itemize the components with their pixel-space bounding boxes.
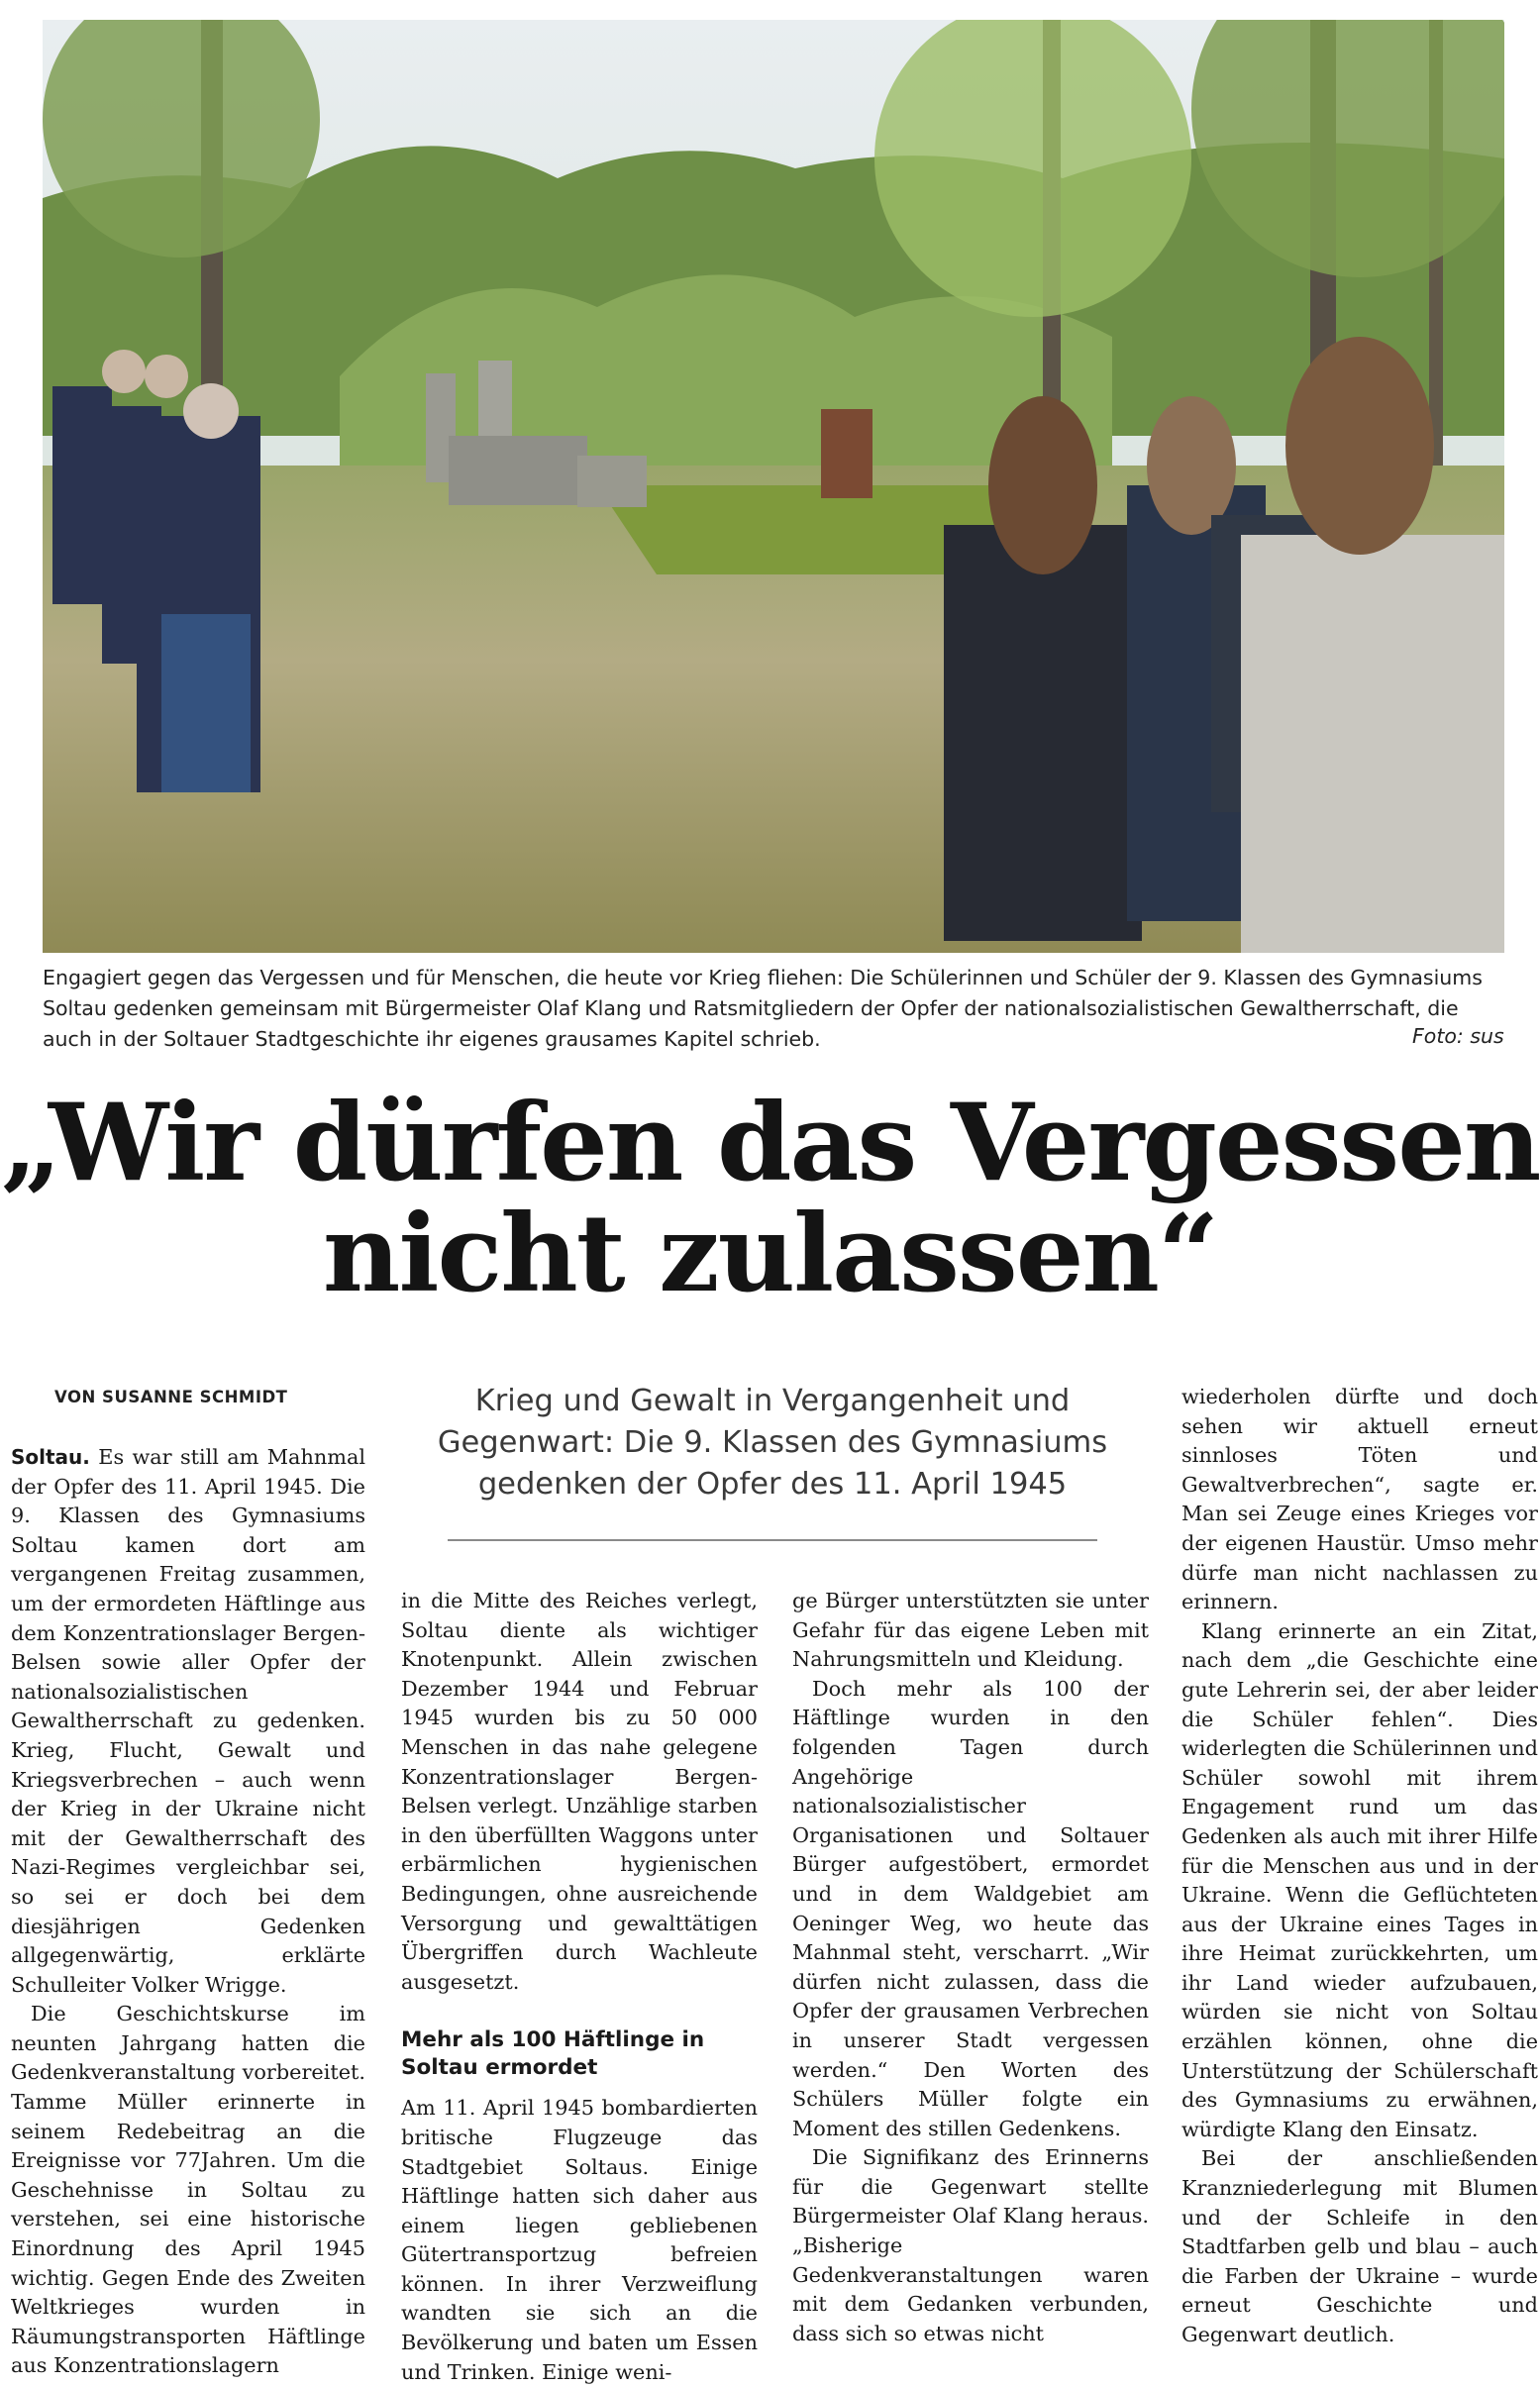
deck-divider — [448, 1539, 1097, 1541]
paragraph — [11, 1443, 365, 2000]
byline: VON SUSANNE SCHMIDT — [54, 1388, 288, 1406]
photo-credit: Foto: sus — [1412, 1024, 1504, 1048]
paragraph: Die Geschichtskurse im neunten Jahrgang hatten die Gedenkveranstaltung vorbereitet. Tamme Müller erinnerte in seinem Redebeitrag an die Ereignisse vor 77Jahren. Um die Geschehnisse in Soltau zu verstehen, sei eine historische Einordnung des April 1945 wichtig. Gegen Ende des Zweiten Weltkrieges wurden in Räumungstransporten Häftlinge aus Konzentrationslagern — [11, 2002, 365, 2378]
article-photo — [43, 20, 1504, 953]
subheading: Mehr als 100 Häftlinge in Soltau ermordet — [401, 2027, 705, 2081]
paragraph: ge Bürger unterstützten sie unter Gefahr für das eigene Leben mit Nahrungsmitteln und Kleidung. — [792, 1589, 1149, 1672]
deck: Krieg und Gewalt in Vergangenheit und Gegenwart: Die 9. Klassen des Gymnasiums gedenken der Opfer des 11. April 1945 — [437, 1384, 1108, 1502]
article-column-1 — [11, 1443, 365, 2381]
paragraph: wiederholen dürfte und doch sehen wir aktuell erneut sinnloses Töten und Gewaltverbrechen“, sagte er. Man sei Zeuge eines Krieges vor der eigenen Haustür. Umso mehr dürfe man nicht nachlassen zu erinnern. — [1181, 1385, 1538, 1614]
photo-caption: Engagiert gegen das Vergessen und für Menschen, die heute vor Krieg fliehen: Die Schülerinnen und Schüler der 9. Klassen des Gymnasiums Soltau gedenken gemeinsam mit Bürgermeister Olaf Klang und Ratsmitgliedern der Opfer der nationalsozialistischen Gewaltherrschaft, die auch in der Soltauer Stadtgeschichte ihr eigenes grausames Kapitel schrieb. — [43, 966, 1483, 1051]
headline — [0, 1081, 1540, 1316]
dateline: Soltau. — [11, 1445, 90, 1469]
paragraph-text: Es war still am Mahnmal der Opfer des 11. April 1945. Die 9. Klassen des Gymnasiums Soltau kamen dort am vergangenen Freitag zusammen, um der ermordeten Häftlinge aus dem Konzentrationslager Bergen-Belsen sowie aller Opfer der nationalsozialistischen Gewaltherrschaft zu gedenken. Krieg, Flucht, Gewalt und Kriegsverbrechen – auch wenn der Krieg in der Ukraine nicht mit der Gewaltherrschaft des Nazi-Regimes vergleichbar sei, so sei er doch bei dem diesjährigen Gedenken allgegenwärtig, erklärte Schulleiter Volker Wrigge. — [11, 1445, 365, 1997]
paragraph: Bei der anschließenden Kranzniederlegung mit Blumen und der Schleife in den Stadtfarben gelb und blau – auch die Farben der Ukraine – wurde erneut Geschichte und Gegenwart deutlich. — [1181, 2146, 1538, 2346]
article-column-2 — [401, 1587, 758, 2387]
paragraph: Doch mehr als 100 der Häftlinge wurden in den folgenden Tagen durch Angehörige nationalsozialistischer Organisationen und Soltauer Bürger aufgestöbert, ermordet und in dem Waldgebiet am Oeninger Weg, wo heute das Mahnmal steht, verscharrt. „Wir dürfen nicht zulassen, dass die Opfer der grausamen Verbrechen in unserer Stadt vergessen werden.“ Den Worten des Schülers Müller folgte ein Moment des stillen Gedenkens. — [792, 1676, 1149, 2140]
paragraph: Am 11. April 1945 bombardierten britische Flugzeuge das Stadtgebiet Soltaus. Einige Häftlinge hatten sich daher aus einem liegen gebliebenen Gütertransportzug befreien können. In ihrer Verzweiflung wandten sie sich an die Bevölkerung und baten um Essen und Trinken. Einige weni- — [401, 2096, 758, 2384]
paragraph: Die Signifikanz des Erinnerns für die Gegenwart stellte Bürgermeister Olaf Klang heraus. „Bisherige Gedenkveranstaltungen waren mit dem Gedanken verbunden, dass sich so etwas nicht — [792, 2145, 1149, 2345]
headline-line-1: „Wir dürfen das Vergessen — [0, 1081, 1540, 1205]
paragraph: Klang erinnerte an ein Zitat, nach dem „die Geschichte eine gute Lehrerin sei, der aber leider die Schüler fehlen“. Dies widerlegten die Schülerinnen und Schüler sowohl mit ihrem Engagement rund um das Gedenken als auch mit ihrer Hilfe für die Menschen aus und in der Ukraine. Wenn die Geflüchteten aus der Ukraine eines Tages in ihre Heimat zurückkehrten, um ihr Land wieder aufzubauen, würden sie nicht von Soltau erzählen können, ohne die Unterstützung der Schülerschaft des Gymnasiums zu erwähnen, würdigte Klang den Einsatz. — [1181, 1618, 1538, 2141]
article-column-3 — [792, 1587, 1149, 2348]
headline-line-2: nicht zulassen“ — [322, 1192, 1218, 1316]
article-column-4 — [1181, 1383, 1538, 2350]
paragraph: in die Mitte des Reiches verlegt, Soltau diente als wichtiger Knotenpunkt. Allein zwischen Dezember 1944 und Februar 1945 wurden bis zu 50 000 Menschen in das nahe gelegene Konzentrationslager Bergen-Belsen verlegt. Unzählige starben in den überfüllten Waggons unter erbärmlichen hygienischen Bedingungen, ohne ausreichende Versorgung und gewalttätigen Übergriffen durch Wachleute ausgesetzt. — [401, 1589, 758, 1994]
